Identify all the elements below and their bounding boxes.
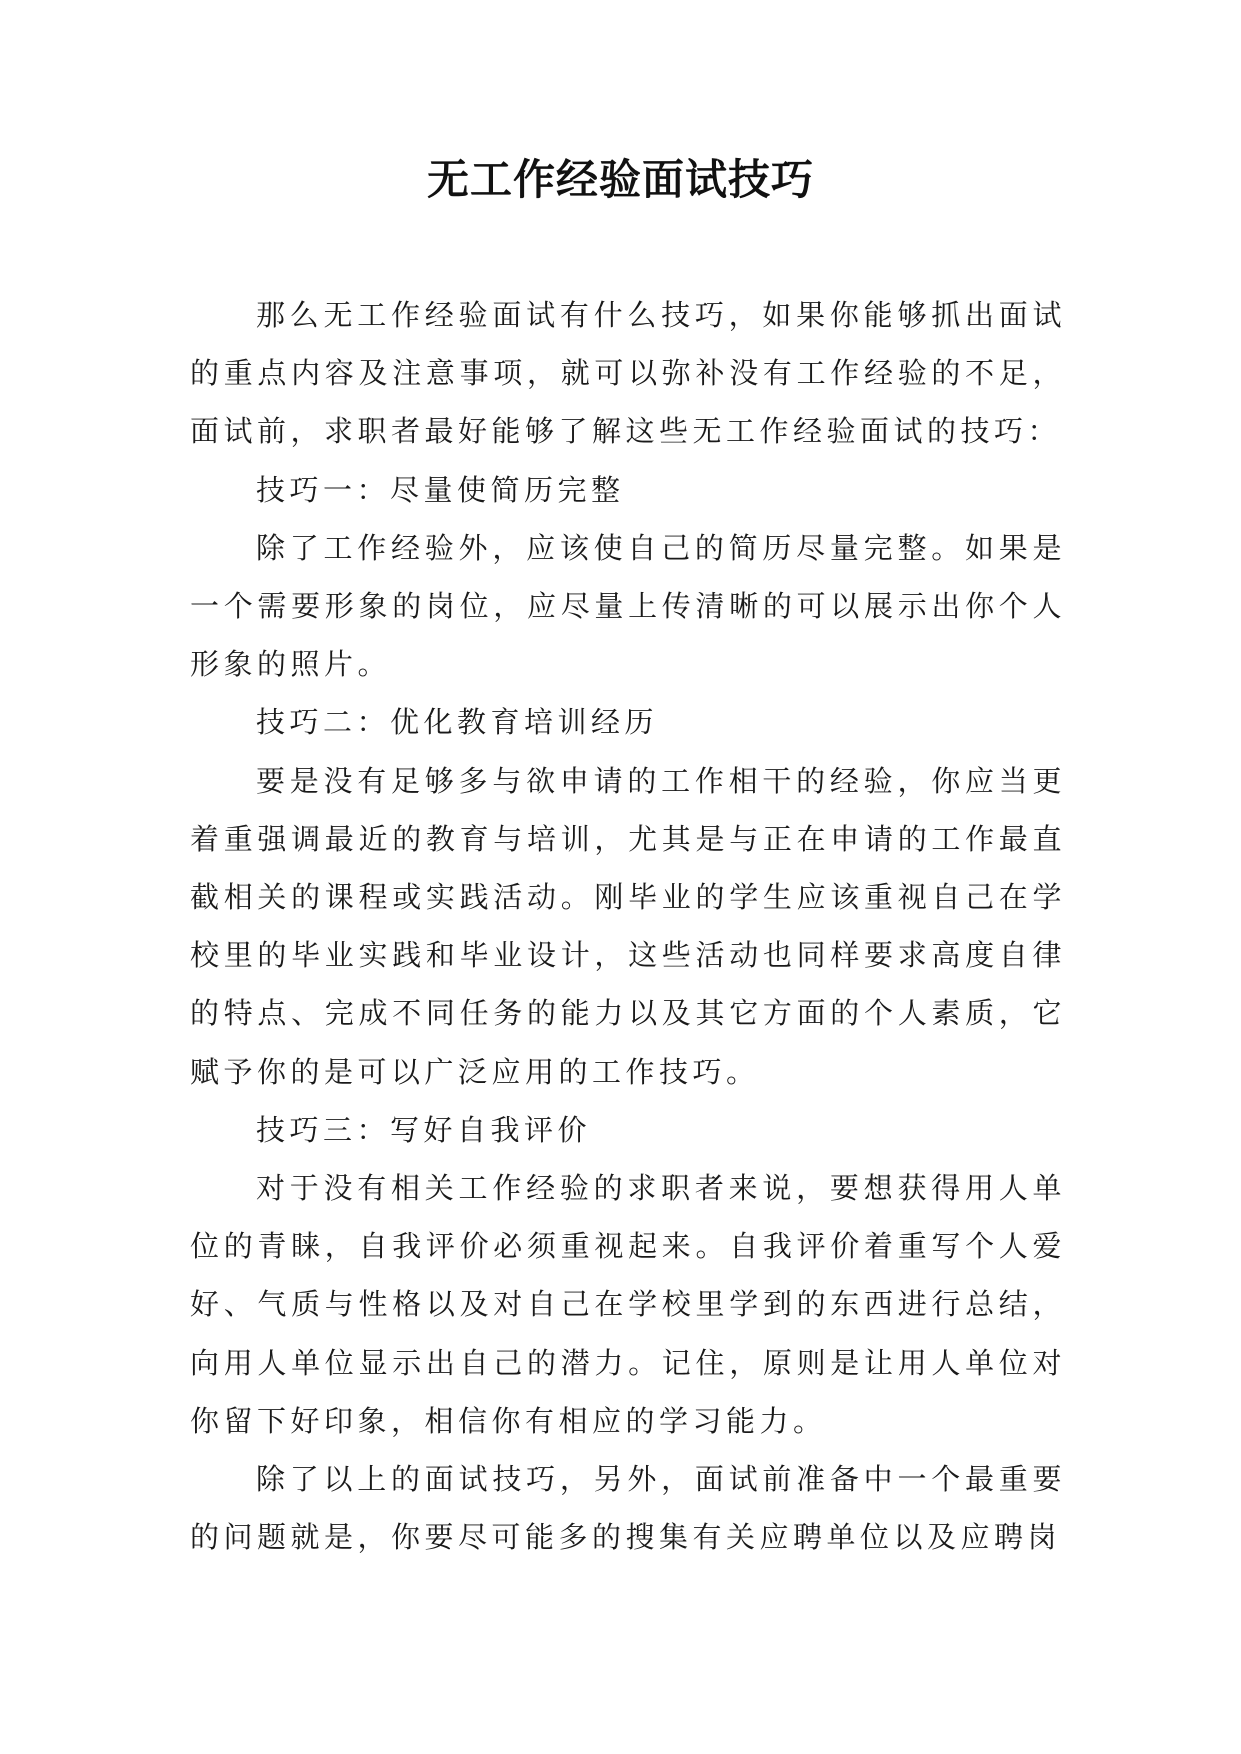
document-body bbox=[190, 286, 1066, 1566]
tip-three-heading: 技巧三：写好自我评价 bbox=[256, 1112, 592, 1147]
tip-one-heading: 技巧一：尽量使简历完整 bbox=[256, 472, 625, 507]
tip-two-paragraph: 要是没有足够多与欲申请的工作相干的经验，你应当更着重强调最近的教育与培训，尤其是与正在申请的工作最直截相关的课程或实践活动。刚毕业的学生应该重视自己在学校里的毕业实践和毕业设计，这些活动也同样要求高度自律的特点、完成不同任务的能力以及其它方面的个人素质，它赋予你的是可以广泛应用的工作技巧。 bbox=[190, 763, 1066, 1089]
tip-one-paragraph: 除了工作经验外，应该使自己的简历尽量完整。如果是一个需要形象的岗位，应尽量上传清晰的可以展示出你个人形象的照片。 bbox=[190, 530, 1066, 682]
closing-paragraph: 除了以上的面试技巧，另外，面试前准备中一个最重要的问题就是，你要尽可能多的搜集有关应聘单位以及应聘岗 bbox=[190, 1462, 1066, 1555]
intro-paragraph: 那么无工作经验面试有什么技巧，如果你能够抓出面试的重点内容及注意事项，就可以弥补没有工作经验的不足，面试前，求职者最好能够了解这些无工作经验面试的技巧： bbox=[190, 298, 1066, 449]
document-title: 无工作经验面试技巧 bbox=[426, 155, 814, 204]
tip-two-heading: 技巧二：优化教育培训经历 bbox=[256, 705, 659, 740]
tip-three-paragraph: 对于没有相关工作经验的求职者来说，要想获得用人单位的青睐，自我评价必须重视起来。自我评价着重写个人爱好、气质与性格以及对自己在学校里学到的东西进行总结，向用人单位显示出自己的潜力。记住，原则是让用人单位对你留下好印象，相信你有相应的学习能力。 bbox=[190, 1171, 1066, 1438]
